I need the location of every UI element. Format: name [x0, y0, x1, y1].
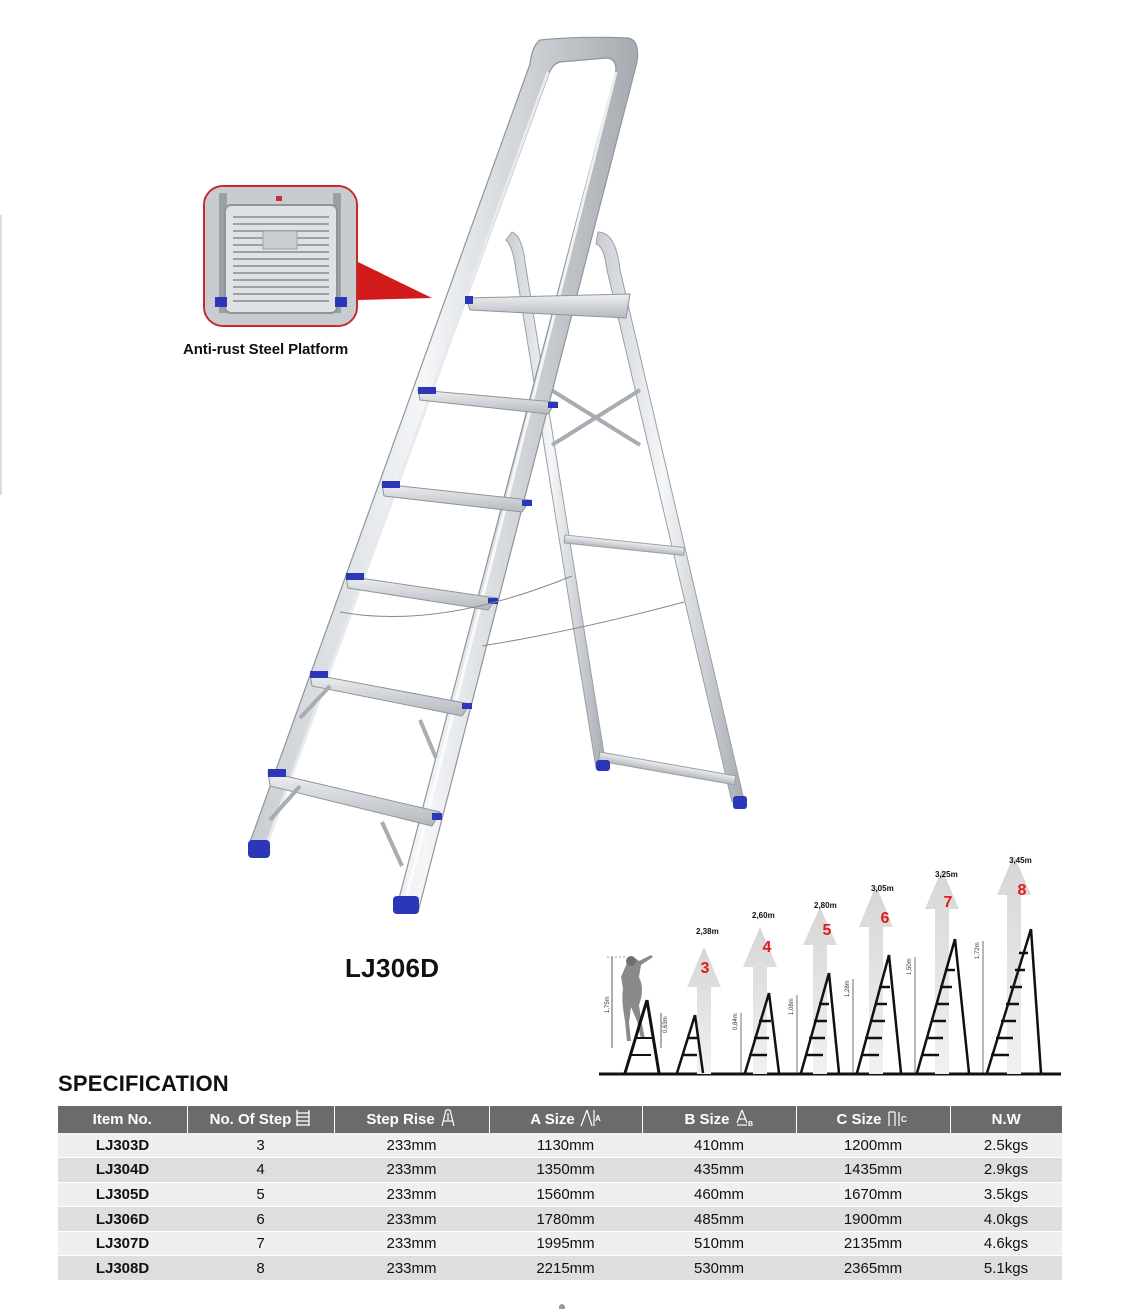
- ladder-column-7: [907, 869, 969, 1074]
- b-size-cell: 530mm: [642, 1256, 796, 1281]
- net-weight-cell: 4.0kgs: [950, 1207, 1062, 1232]
- svg-text:1,50m: 1,50m: [907, 958, 913, 975]
- svg-text:6: 6: [880, 910, 890, 927]
- spec-title: SPECIFICATION: [58, 1071, 229, 1096]
- net-weight-cell: 3.5kgs: [950, 1182, 1062, 1207]
- svg-text:3,05m: 3,05m: [871, 884, 894, 893]
- step-rise-cell: 233mm: [334, 1231, 489, 1256]
- header-nw: N.W: [950, 1106, 1062, 1133]
- c-size-cell: 1900mm: [796, 1207, 950, 1232]
- svg-text:0,84m: 0,84m: [733, 1013, 739, 1030]
- table-row: [58, 1207, 1062, 1232]
- step-count-cell: 4: [187, 1158, 334, 1183]
- header-a-size: A Size A: [489, 1106, 642, 1133]
- table-row: [58, 1182, 1062, 1207]
- header-c-size: C Size C: [796, 1106, 950, 1133]
- svg-text:3,25m: 3,25m: [935, 870, 958, 879]
- c-size-cell: 1670mm: [796, 1182, 950, 1207]
- a-size-cell: 1350mm: [489, 1158, 642, 1183]
- svg-text:8: 8: [1017, 882, 1027, 899]
- item-no-cell: LJ305D: [58, 1182, 187, 1207]
- net-weight-cell: 2.9kgs: [950, 1158, 1062, 1183]
- page-bottom-mark: [559, 1304, 565, 1309]
- ladder-column-3: [677, 927, 721, 1074]
- b-size-cell: 410mm: [642, 1133, 796, 1158]
- a-size-cell: 1995mm: [489, 1231, 642, 1256]
- step-rise-cell: 233mm: [334, 1133, 489, 1158]
- c-size-cell: 2135mm: [796, 1231, 950, 1256]
- net-weight-cell: 2.5kgs: [950, 1133, 1062, 1158]
- svg-text:B: B: [747, 1120, 753, 1127]
- svg-text:2,38m: 2,38m: [696, 927, 719, 936]
- ladder-column-4: [733, 911, 779, 1074]
- svg-text:1,28m: 1,28m: [845, 980, 851, 997]
- a-size-cell: 1560mm: [489, 1182, 642, 1207]
- ladder-column-5: [789, 901, 839, 1074]
- header-no-of-step: No. Of Step: [187, 1106, 334, 1133]
- net-weight-cell: 4.6kgs: [950, 1231, 1062, 1256]
- steps-icon: [295, 1109, 311, 1131]
- b-size-icon: [734, 1109, 754, 1131]
- step-rise-icon: [439, 1109, 457, 1131]
- svg-text:1,08m: 1,08m: [789, 998, 795, 1015]
- figure-height-label: 1,75m: [605, 996, 611, 1013]
- foot-cap: [248, 840, 270, 858]
- b-size-cell: 435mm: [642, 1158, 796, 1183]
- table-row: [58, 1158, 1062, 1183]
- figure-reach-label: 0,63m: [663, 1016, 669, 1033]
- inset-caption: Anti-rust Steel Platform: [183, 341, 349, 358]
- a-size-cell: 2215mm: [489, 1256, 642, 1281]
- item-no-cell: LJ306D: [58, 1207, 187, 1232]
- svg-text:7: 7: [943, 894, 953, 911]
- svg-text:3,45m: 3,45m: [1009, 856, 1032, 865]
- c-size-icon: [886, 1109, 910, 1131]
- svg-text:2,60m: 2,60m: [752, 911, 775, 920]
- svg-text:1,72m: 1,72m: [975, 942, 981, 959]
- b-size-cell: 460mm: [642, 1182, 796, 1207]
- step-count-cell: 3: [187, 1133, 334, 1158]
- svg-text:A: A: [594, 1113, 601, 1123]
- header-b-size: B Size B: [642, 1106, 796, 1133]
- c-size-cell: 1435mm: [796, 1158, 950, 1183]
- item-no-cell: LJ308D: [58, 1256, 187, 1281]
- step-rise-cell: 233mm: [334, 1182, 489, 1207]
- ladder-column-8: [975, 855, 1041, 1074]
- ladder-column-6: [845, 884, 901, 1074]
- table-row: [58, 1133, 1062, 1158]
- svg-text:5: 5: [822, 922, 832, 939]
- step-rise-cell: 233mm: [334, 1256, 489, 1281]
- step-count-cell: 7: [187, 1231, 334, 1256]
- a-size-cell: 1780mm: [489, 1207, 642, 1232]
- c-size-cell: 1200mm: [796, 1133, 950, 1158]
- svg-text:C: C: [900, 1114, 907, 1124]
- step-rise-cell: 233mm: [334, 1158, 489, 1183]
- b-size-cell: 510mm: [642, 1231, 796, 1256]
- working-height-chart: [595, 855, 1065, 1080]
- table-row: [58, 1231, 1062, 1256]
- a-size-icon: [579, 1109, 601, 1131]
- inset-pointer: [0, 0, 1121, 400]
- svg-text:3: 3: [700, 960, 710, 977]
- model-title: LJ306D: [345, 953, 440, 983]
- step-count-cell: 8: [187, 1256, 334, 1281]
- svg-text:2,80m: 2,80m: [814, 901, 837, 910]
- header-step-rise: Step Rise: [334, 1106, 489, 1133]
- item-no-cell: LJ303D: [58, 1133, 187, 1158]
- a-size-cell: 1130mm: [489, 1133, 642, 1158]
- platform-closeup: [203, 185, 358, 327]
- header-item-no: Item No.: [58, 1106, 187, 1133]
- svg-text:4: 4: [762, 939, 772, 956]
- item-no-cell: LJ304D: [58, 1158, 187, 1183]
- b-size-cell: 485mm: [642, 1207, 796, 1232]
- step-count-cell: 5: [187, 1182, 334, 1207]
- table-row: [58, 1256, 1062, 1281]
- foot-cap: [393, 896, 419, 914]
- item-no-cell: LJ307D: [58, 1231, 187, 1256]
- c-size-cell: 2365mm: [796, 1256, 950, 1281]
- net-weight-cell: 5.1kgs: [950, 1256, 1062, 1281]
- spec-header-row: [58, 1106, 1062, 1133]
- step-rise-cell: 233mm: [334, 1207, 489, 1232]
- step-count-cell: 6: [187, 1207, 334, 1232]
- spec-table: [58, 1106, 1062, 1281]
